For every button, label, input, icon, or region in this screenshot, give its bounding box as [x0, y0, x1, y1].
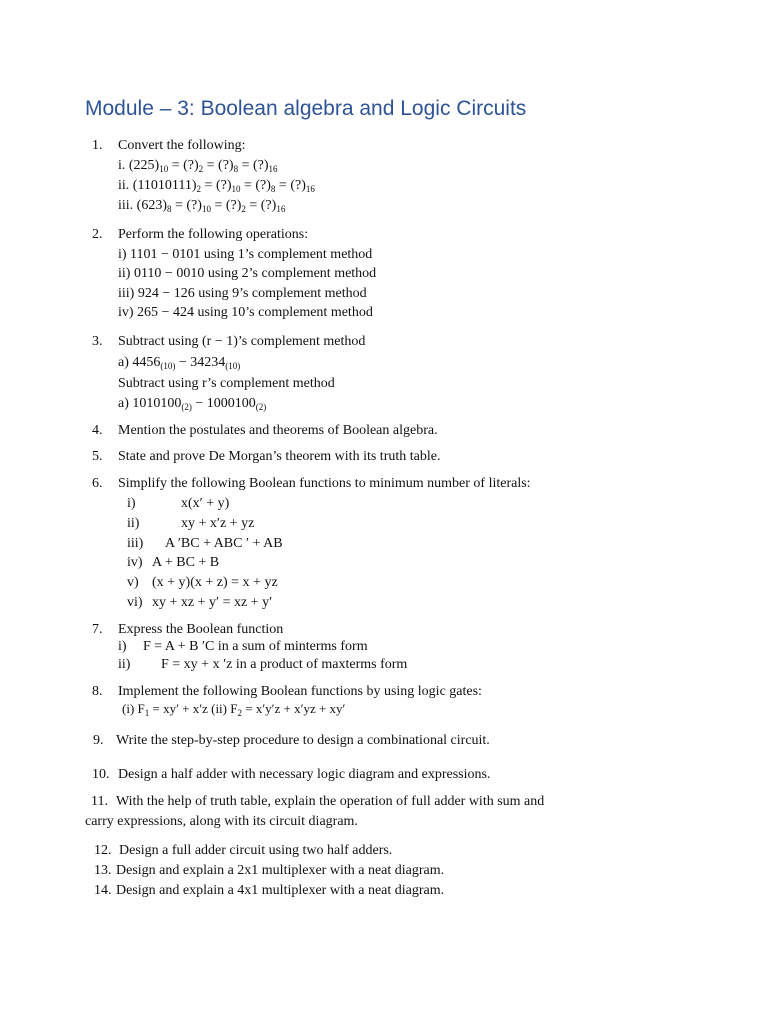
q2-text: Perform the following operations:	[118, 227, 309, 242]
q10-text: Design a half adder with necessary logic diagram and expressions.	[118, 767, 491, 782]
q1-item-i: i. $(225)_{10}$ = $(?)_2$ = $(?)_8$ = $(?)_{16}$	[118, 158, 278, 174]
q6-item-label: iv)	[127, 555, 143, 570]
q6-item-expr: x(x′ + y)	[181, 496, 230, 511]
q7-number: 7.	[92, 622, 103, 637]
q6-text: Simplify the following Boolean functions to minimum number of literals:	[118, 476, 531, 491]
q6-number: 6.	[92, 476, 103, 491]
q9-text: Write the step-by-step procedure to design a combinational circuit.	[116, 733, 490, 748]
q3-item-a2: a) $1010100_{(2)} - 1000100_{(2)}$	[118, 396, 267, 412]
q1-number: 1.	[92, 138, 103, 153]
q6-item-label: iii)	[127, 536, 144, 551]
q6-item-label: v)	[127, 575, 139, 590]
q14-text: Design and explain a 4x1 multiplexer with a neat diagram.	[116, 883, 445, 898]
q3-number: 3.	[92, 334, 103, 349]
q7-item-expr: F = xy + x ′z in a product of maxterms form	[161, 657, 408, 672]
q2-item: ii) 0110 − 0010 using 2’s complement method	[118, 266, 377, 281]
q13-text: Design and explain a 2x1 multiplexer with a neat diagram.	[116, 863, 445, 878]
q7-item-label: i)	[118, 639, 127, 654]
q3-item-a1: a) $4456_{(10)} - 34234_{(10)}$	[118, 355, 241, 371]
q2-number: 2.	[92, 227, 103, 242]
q6-item-expr: xy + x′z + yz	[181, 516, 255, 531]
q9-number: 9.	[93, 733, 104, 748]
q11-text-cont: carry expressions, along with its circuit diagram.	[85, 814, 358, 829]
q3-text2: Subtract using r’s complement method	[118, 376, 335, 391]
q1-text: Convert the following:	[118, 138, 246, 153]
q8-functions: (i) $F_1 = xy' + x'z$ (ii) $F_2 = x'y'z + x'yz + xy'$	[122, 701, 346, 718]
q7-item-label: ii)	[118, 657, 131, 672]
q12-number: 12.	[94, 843, 112, 858]
q2-item: iv) 265 − 424 using 10’s complement method	[118, 305, 373, 320]
q3-text: Subtract using (r − 1)’s complement method	[118, 334, 366, 349]
q12-text: Design a full adder circuit using two half adders.	[119, 843, 393, 858]
q1-item-iii: iii. $(623)_8$ = $(?)_{10}$ = $(?)_2$ = $(?)_{16}$	[118, 198, 286, 214]
q11-number: 11.	[91, 794, 108, 809]
q2-item: i) 1101 − 0101 using 1’s complement method	[118, 247, 373, 262]
q10-number: 10.	[92, 767, 110, 782]
q5-text: State and prove De Morgan’s theorem with its truth table.	[118, 449, 441, 464]
q5-number: 5.	[92, 449, 103, 464]
q11-text: With the help of truth table, explain the operation of full adder with sum and	[116, 794, 545, 809]
q2-item: iii) 924 − 126 using 9’s complement method	[118, 286, 367, 301]
q6-item-label: vi)	[127, 595, 143, 610]
q6-item-expr: (x + y)(x + z) = x + yz	[152, 575, 278, 590]
q4-text: Mention the postulates and theorems of Boolean algebra.	[118, 423, 438, 438]
q13-number: 13.	[94, 863, 112, 878]
q4-number: 4.	[92, 423, 103, 438]
page-title: Module – 3: Boolean algebra and Logic Circuits	[85, 97, 527, 120]
q6-item-label: ii)	[127, 516, 140, 531]
q6-item-expr: xy + xz + y′ = xz + y′	[152, 595, 273, 610]
q14-number: 14.	[94, 883, 112, 898]
q6-item-expr: A + BC + B	[152, 555, 220, 570]
q7-item-expr: F = A + B ′C in a sum of minterms form	[143, 639, 368, 654]
q6-item-label: i)	[127, 496, 136, 511]
q7-text: Express the Boolean function	[118, 622, 284, 637]
q8-text: Implement the following Boolean functions by using logic gates:	[118, 684, 482, 699]
q1-item-ii: ii. $(11010111)_2$ = $(?)_{10}$ = $(?)_8$ = $(?)_{16}$	[118, 178, 315, 194]
q6-item-expr: A ′BC + ABC ′ + AB	[165, 536, 283, 551]
q8-number: 8.	[92, 684, 103, 699]
